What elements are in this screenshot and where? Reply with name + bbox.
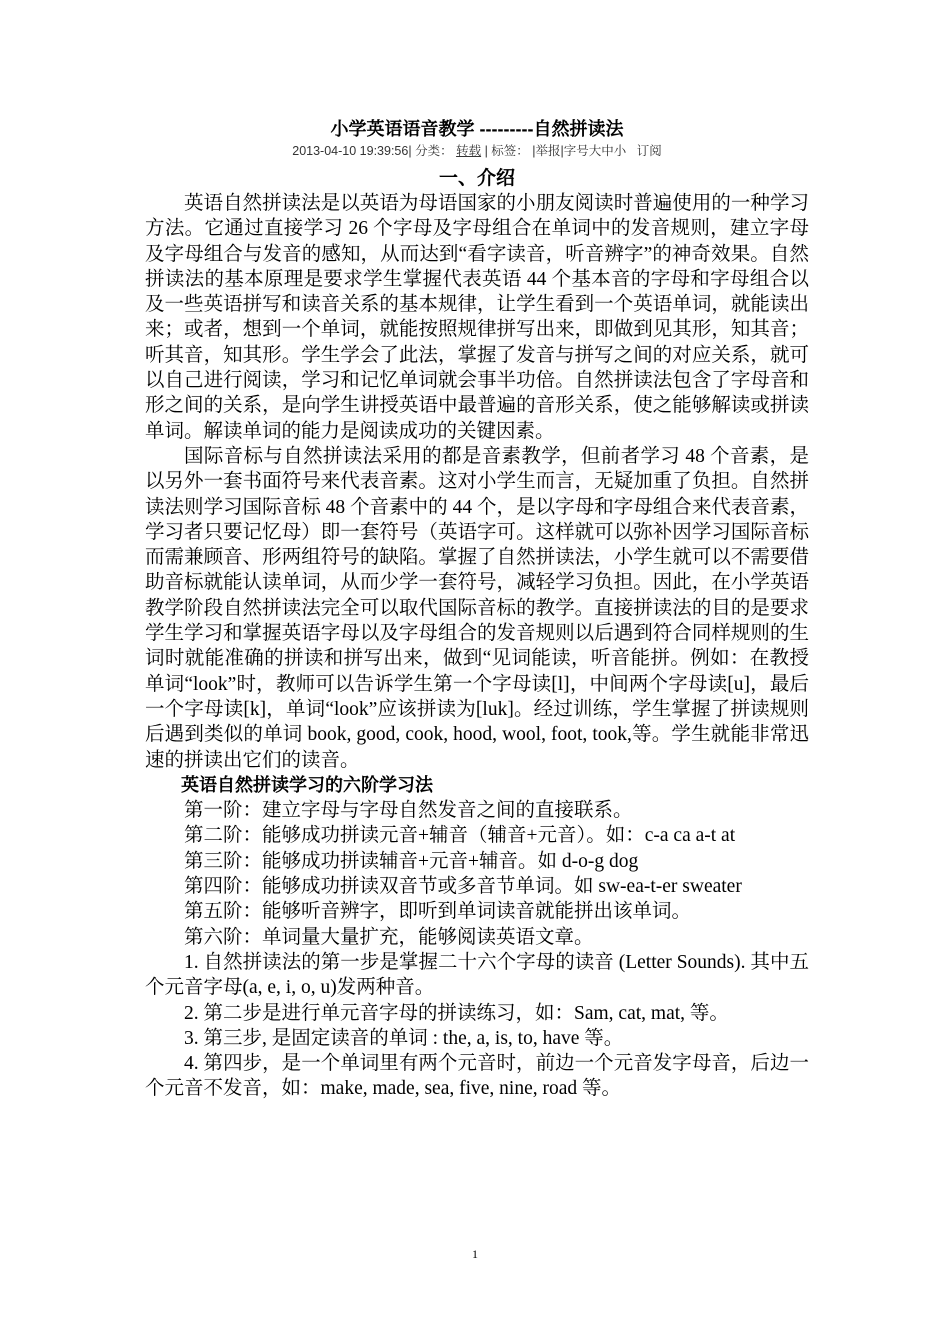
tags-label: 标签：	[491, 144, 529, 158]
body-paragraph: 英语自然拼读法是以英语为母语国家的小朋友阅读时普遍使用的一种学习方法。它通过直接学习 26 个字母及字母组合在单词中的发音规则，建立字母及字母组合与发音的感知，从而达到“看字读音，听音辨字”的神奇效果。自然拼读法的基本原理是要求学生掌握代表英语 44 个基本音的字母和字母组合以及一些英语拼写和读音关系的基本规律，让学生看到一个英语单词，就能读出来；或者，想到一个单词，就能按照规律拼写出来，即做到见其形，知其音；听其音，知其形。学生学会了此法，掌握了发音与拼写之间的对应关系，就可以自己进行阅读，学习和记忆单词就会事半功倍。自然拼读法包含了字母音和形之间的关系，是向学生讲授英语中最普遍的音形关系，使之能够解读或拼读单词。解读单词的能力是阅读成功的关键因素。	[145, 193, 809, 442]
subscribe-link[interactable]: 订阅	[636, 144, 662, 158]
category-link[interactable]: 转载	[456, 144, 482, 158]
stage-item: 第一阶：建立字母与字母自然发音之间的直接联系。	[184, 800, 633, 822]
body-paragraph: 国际音标与自然拼读法采用的都是音素教学，但前者学习 48 个音素，是以另外一套书面符号来代表音素。这对小学生而言，无疑加重了负担。自然拼读法则学习国际音标 48 个音素中的 44 个，是以字母和字母组合来代表音素，学习者只要记忆母）即一套符号（英语字可。这样就可以弥补因学习国际音标而需兼顾音、形两组符号的缺陷。掌握了自然拼读法，小学生就可以不需要借助音标就能认读单词，从而少学一套符号，减轻学习负担。因此，在小学英语教学阶段自然拼读法完全可以取代国际音标的教学。直接拼读法的目的是要求学生学习和掌握英语字母以及字母组合的发音规则以后遇到符合同样规则的生词时就能准确的拼读和拼写出来，做到“见词能读，听音能拼。例如：在教授单词“look”时，教师可以告诉学生第一个字母读[l]，中间两个字母读[u]，最后一个字母读[k]，单词“look”应该拼读为[luk]。经过训练，学生掌握了拼读规则后遇到类似的单词 book, good, cook, hood, wool, foot, took,等。学生就能非常迅速的拼读出它们的读音。	[145, 445, 809, 771]
category-label: 分类：	[415, 144, 453, 158]
step-item: 2. 第二步是进行单元音字母的拼读练习，如：Sam, cat, mat, 等。	[184, 1002, 729, 1024]
step-item: 3. 第三步, 是固定读音的单词 : the, a, is, to, have 等。	[184, 1027, 624, 1049]
stage-item: 第五阶：能够听音辨字，即听到单词读音就能拼出该单词。	[184, 901, 692, 923]
stage-item: 第四阶：能够成功拼读双音节或多音节单词。如 sw-ea-t-er sweater	[184, 876, 742, 898]
report-link[interactable]: |举报	[532, 144, 561, 158]
meta-separator: |	[484, 144, 488, 158]
section-heading: 一、介绍	[438, 168, 515, 189]
stage-item: 第二阶：能够成功拼读元音+辅音（辅音+元音）。如：c-a ca a-t at	[184, 825, 736, 847]
font-size-control[interactable]: |字号大中小	[560, 144, 627, 158]
document-page	[145, 118, 809, 1102]
post-date: 2013-04-10 19:39:56|	[292, 144, 412, 158]
page-title: 小学英语语音教学 ---------自然拼读法	[330, 119, 624, 139]
subheading: 英语自然拼读学习的六阶学习法	[181, 774, 433, 795]
step-item: 4. 第四步，是一个单词里有两个元音时，前边一个元音发字母音，后边一个元音不发音，如：make, made, sea, five, nine, road 等。	[145, 1053, 809, 1100]
step-item: 1. 自然拼读法的第一步是掌握二十六个字母的读音 (Letter Sounds). 其中五个元音字母(a, e, i, o, u)发两种音。	[145, 951, 809, 999]
stage-item: 第六阶：单词量大量扩充，能够阅读英语文章。	[184, 926, 594, 948]
page-number: 1	[472, 1247, 478, 1261]
stage-item: 第三阶：能够成功拼读辅音+元音+辅音。如 d-o-g dog	[184, 850, 639, 872]
post-meta	[145, 143, 809, 159]
